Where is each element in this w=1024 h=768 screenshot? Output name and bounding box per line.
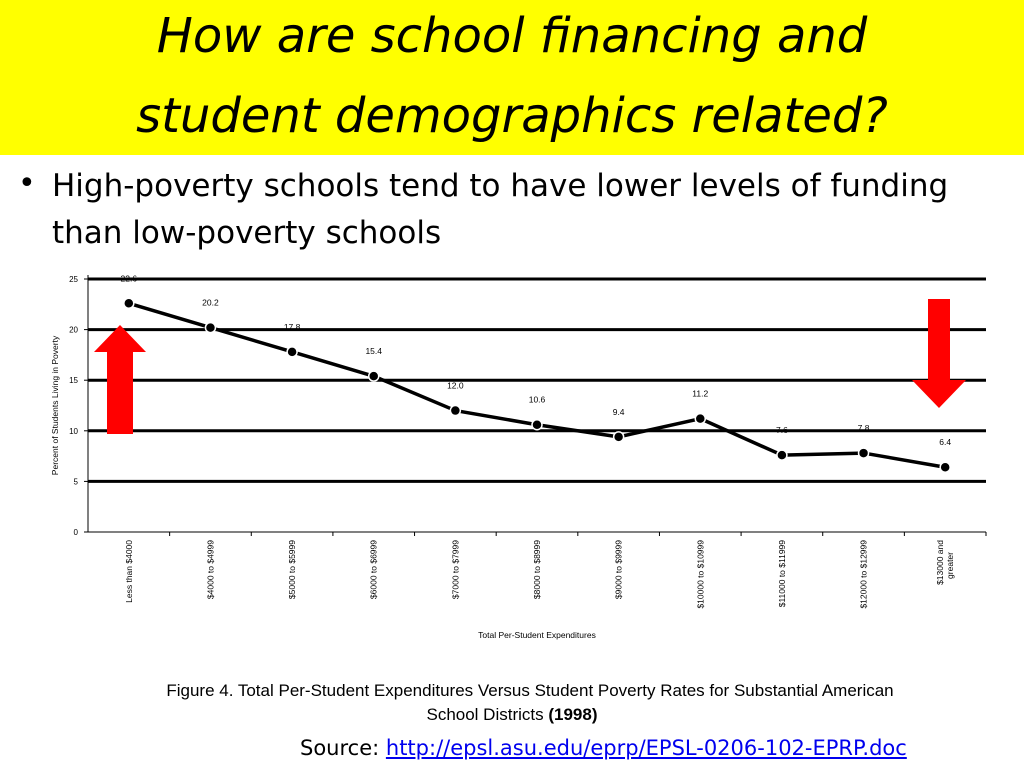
bullet-text-line-1: High-poverty schools tend to have lower levels of funding <box>52 168 949 204</box>
x-tick-label: $13000 andgreater <box>935 540 956 585</box>
y-axis-label: Percent of Students Living in Poverty <box>50 335 60 476</box>
data-label: 7.6 <box>775 425 788 436</box>
source-line <box>300 736 907 760</box>
y-tick-label: 5 <box>73 477 78 487</box>
data-point <box>940 462 950 472</box>
data-point <box>369 371 379 381</box>
data-label: 12.0 <box>447 380 464 391</box>
data-point <box>859 448 869 458</box>
caption-year: (1998) <box>548 705 598 724</box>
x-tick-label: $5000 to $5999 <box>287 540 298 600</box>
data-label: 9.4 <box>612 406 625 417</box>
figure-caption-line-1: Figure 4. Total Per-Student Expenditures Versus Student Poverty Rates for Substantial American <box>166 681 894 700</box>
x-tick-label: $7000 to $7999 <box>450 540 461 600</box>
y-tick-label: 10 <box>69 426 78 436</box>
data-label: 17.8 <box>283 321 301 332</box>
data-point <box>124 298 134 308</box>
data-point <box>287 347 297 357</box>
y-tick-label: 15 <box>69 376 78 386</box>
poverty-expenditure-line-chart <box>36 262 1002 652</box>
y-tick-label: 20 <box>69 325 78 335</box>
data-label: 10.6 <box>528 394 546 405</box>
bullet-icon: • <box>18 166 36 201</box>
slide-title-line-2: student demographics related? <box>136 88 888 144</box>
x-tick-label: $4000 to $4999 <box>205 540 216 600</box>
caption-text: School Districts <box>426 705 544 724</box>
x-tick-label: $6000 to $6999 <box>368 540 379 600</box>
bullet-text-line-2: than low-poverty schools <box>52 215 442 251</box>
x-tick-label: $11000 to $11999 <box>776 540 787 608</box>
title-banner <box>0 0 1024 155</box>
data-label: 22.6 <box>120 273 138 284</box>
data-label: 20.2 <box>202 297 219 308</box>
down-arrow-icon <box>912 299 966 408</box>
source-link[interactable]: http://epsl.asu.edu/eprp/EPSL-0206-102-EPRP.doc <box>385 736 907 760</box>
source-label: Source: <box>300 736 386 760</box>
x-tick-label: $10000 to $10999 <box>695 540 706 609</box>
data-point <box>695 414 705 424</box>
y-tick-label: 0 <box>73 528 78 537</box>
x-axis-label: Total Per-Student Expenditures <box>478 630 596 640</box>
data-point <box>777 450 787 460</box>
x-tick-label: $8000 to $8999 <box>532 540 542 600</box>
data-label: 11.2 <box>692 388 709 399</box>
y-tick-label: 25 <box>69 275 78 284</box>
data-label: 7.8 <box>857 423 870 434</box>
data-point <box>532 420 542 430</box>
data-point <box>205 323 215 333</box>
figure-caption-line-2 <box>0 705 1024 725</box>
x-tick-label: $9000 to $9999 <box>613 540 624 600</box>
data-label: 15.4 <box>365 346 383 357</box>
series-line <box>129 303 945 467</box>
data-point <box>614 432 624 442</box>
slide-title-line-1: How are school financing and <box>156 8 868 64</box>
data-label: 6.4 <box>939 437 952 448</box>
data-point <box>450 406 460 416</box>
x-tick-label: $12000 to $12999 <box>858 540 869 609</box>
x-tick-label: Less than $4000 <box>123 540 134 603</box>
